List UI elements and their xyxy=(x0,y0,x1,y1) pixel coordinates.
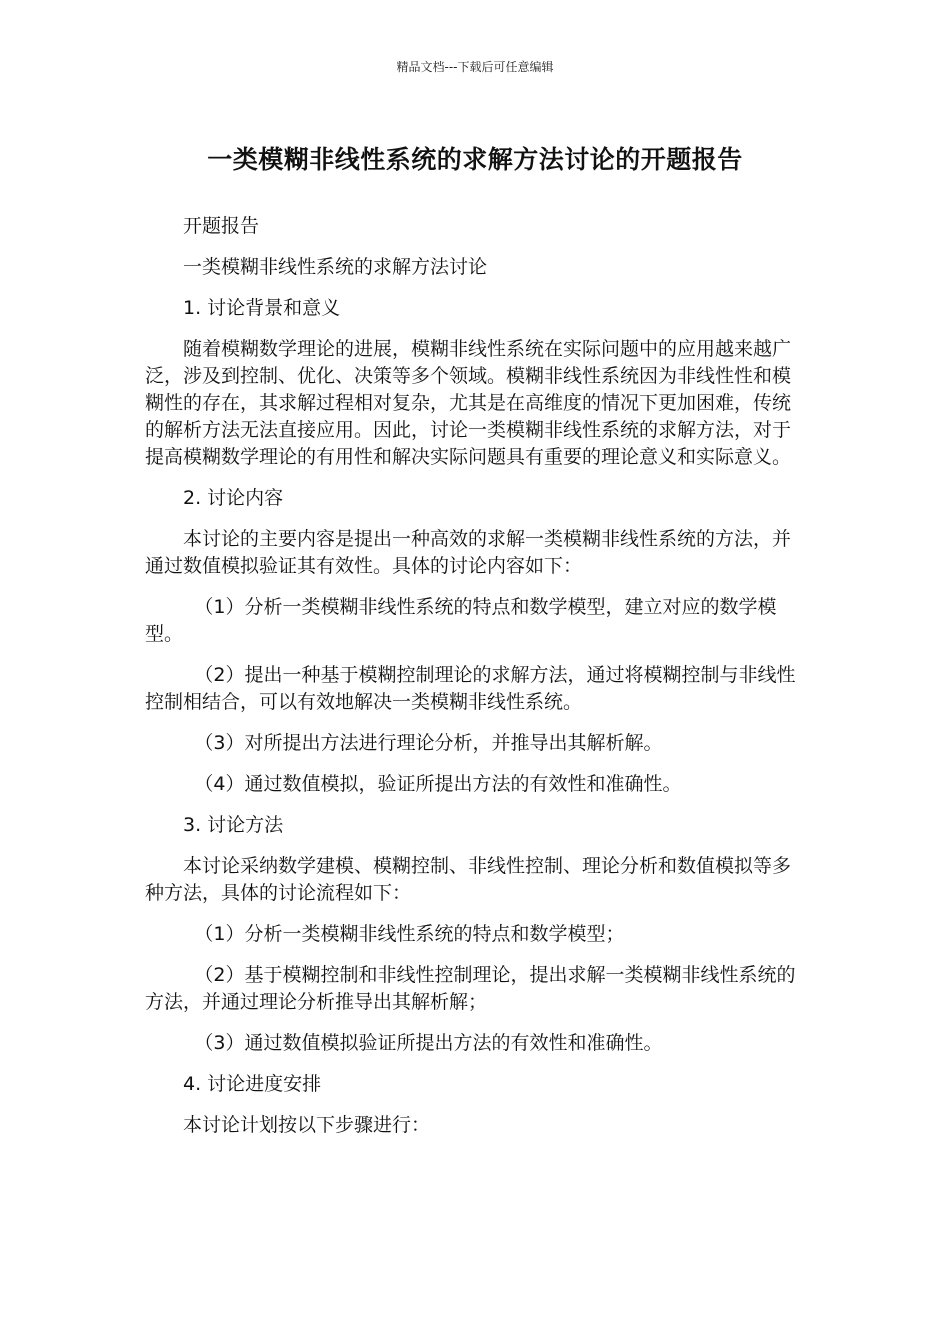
paragraph-background: 随着模糊数学理论的进展，模糊非线性系统在实际问题中的应用越来越广泛，涉及到控制、优化、决策等多个领域。模糊非线性系统因为非线性性和模糊性的存在，其求解过程相对复杂，尤其是在高维度的情况下更加困难，传统的解析方法无法直接应用。因此，讨论一类模糊非线性系统的求解方法，对于提高模糊数学理论的有用性和解决实际问题具有重要的理论意义和实际意义。 xyxy=(145,338,792,468)
list-item-method-1: （1）分析一类模糊非线性系统的特点和数学模型； xyxy=(194,923,625,945)
list-item-content-4: （4）通过数值模拟，验证所提出方法的有效性和准确性。 xyxy=(194,773,682,795)
paragraph-report-label: 开题报告 xyxy=(183,215,260,237)
section-heading-method: 3. 讨论方法 xyxy=(183,814,284,836)
section-heading-content: 2. 讨论内容 xyxy=(183,487,284,509)
section-heading-background: 1. 讨论背景和意义 xyxy=(183,297,341,319)
list-item-method-3: （3）通过数值模拟验证所提出方法的有效性和准确性。 xyxy=(194,1032,663,1054)
document-body xyxy=(145,213,807,1153)
paragraph-content-intro: 本讨论的主要内容是提出一种高效的求解一类模糊非线性系统的方法，并通过数值模拟验证其有效性。具体的讨论内容如下： xyxy=(145,528,792,577)
list-item-method-2: （2）基于模糊控制和非线性控制理论，提出求解一类模糊非线性系统的方法，并通过理论分析推导出其解析解； xyxy=(145,964,796,1013)
document-title: 一类模糊非线性系统的求解方法讨论的开题报告 xyxy=(207,145,743,174)
list-item-content-3: （3）对所提出方法进行理论分析，并推导出其解析解。 xyxy=(194,732,663,754)
list-item-content-2: （2）提出一种基于模糊控制理论的求解方法，通过将模糊控制与非线性控制相结合，可以有效地解决一类模糊非线性系统。 xyxy=(145,664,796,713)
paragraph-method-intro: 本讨论采纳数学建模、模糊控制、非线性控制、理论分析和数值模拟等多种方法，具体的讨论流程如下： xyxy=(145,855,792,904)
page-header-note: 精品文档---下载后可任意编辑 xyxy=(396,60,554,74)
list-item-content-1: （1）分析一类模糊非线性系统的特点和数学模型，建立对应的数学模型。 xyxy=(145,596,777,645)
paragraph-schedule-intro: 本讨论计划按以下步骤进行： xyxy=(183,1114,431,1136)
paragraph-subject-line: 一类模糊非线性系统的求解方法讨论 xyxy=(183,256,488,278)
section-heading-schedule: 4. 讨论进度安排 xyxy=(183,1073,322,1095)
